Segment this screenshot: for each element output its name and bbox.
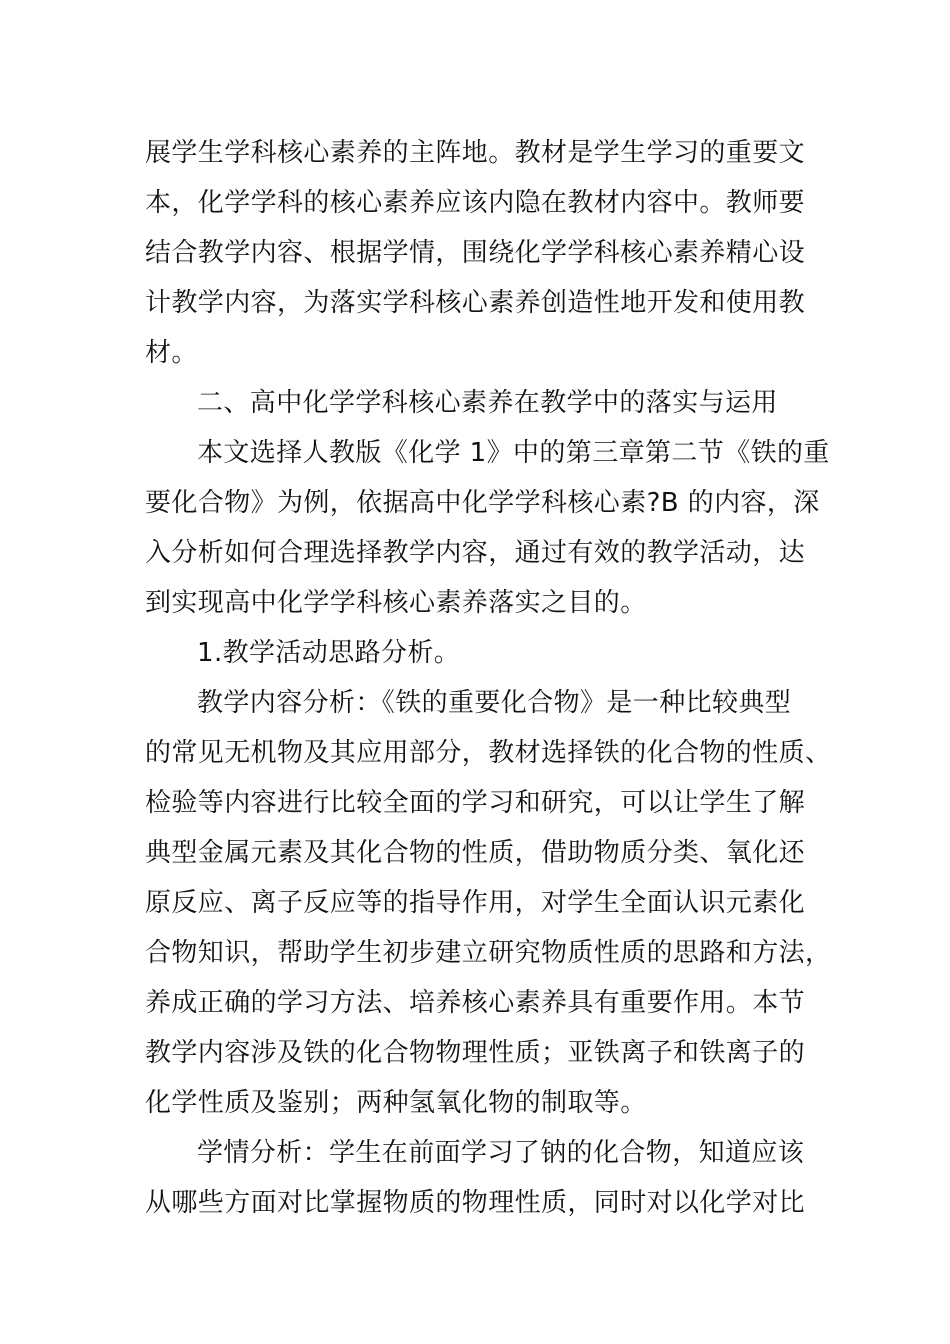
text-line: 展学生学科核心素养的主阵地。教材是学生学习的重要文 (145, 138, 806, 168)
paragraph-first-line: 本文选择人教版《化学 1》中的第三章第二节《铁的重 (197, 438, 830, 468)
text-line: 化学性质及鉴别；两种氢氧化物的制取等。 (145, 1088, 647, 1118)
text-line: 检验等内容进行比较全面的学习和研究，可以让学生了解 (145, 788, 806, 818)
text-line: 养成正确的学习方法、培养核心素养具有重要作用。本节 (145, 988, 806, 1018)
text-line: 材。 (145, 338, 198, 368)
paragraph-first-line: 教学内容分析：《铁的重要化合物》是一种比较典型 (197, 688, 792, 718)
text-line: 到实现高中化学学科核心素养落实之目的。 (145, 588, 647, 618)
text-line: 从哪些方面对比掌握物质的物理性质，同时对以化学对比 (145, 1188, 806, 1218)
paragraph-first-line: 学情分析：学生在前面学习了钠的化合物，知道应该 (197, 1138, 805, 1168)
text-line: 结合教学内容、根据学情，围绕化学学科核心素养精心设 (145, 238, 806, 268)
section-heading: 二、高中化学学科核心素养在教学中的落实与运用 (197, 388, 778, 418)
text-line: 要化合物》为例，依据高中化学学科核心素?B 的内容，深 (145, 488, 820, 518)
text-line: 原反应、离子反应等的指导作用，对学生全面认识元素化 (145, 888, 806, 918)
text-line: 合物知识，帮助学生初步建立研究物质性质的思路和方法， (145, 938, 832, 968)
text-line: 本，化学学科的核心素养应该内隐在教材内容中。教师要 (145, 188, 806, 218)
document-body (145, 128, 832, 1228)
text-line: 的常见无机物及其应用部分，教材选择铁的化合物的性质、 (145, 738, 832, 768)
text-line: 典型金属元素及其化合物的性质，借助物质分类、氧化还 (145, 838, 806, 868)
text-line: 入分析如何合理选择教学内容，通过有效的教学活动，达 (145, 538, 806, 568)
subsection-heading: 1.教学活动思路分析。 (197, 638, 461, 668)
text-line: 教学内容涉及铁的化合物物理性质；亚铁离子和铁离子的 (145, 1038, 806, 1068)
text-line: 计教学内容，为落实学科核心素养创造性地开发和使用教 (145, 288, 806, 318)
